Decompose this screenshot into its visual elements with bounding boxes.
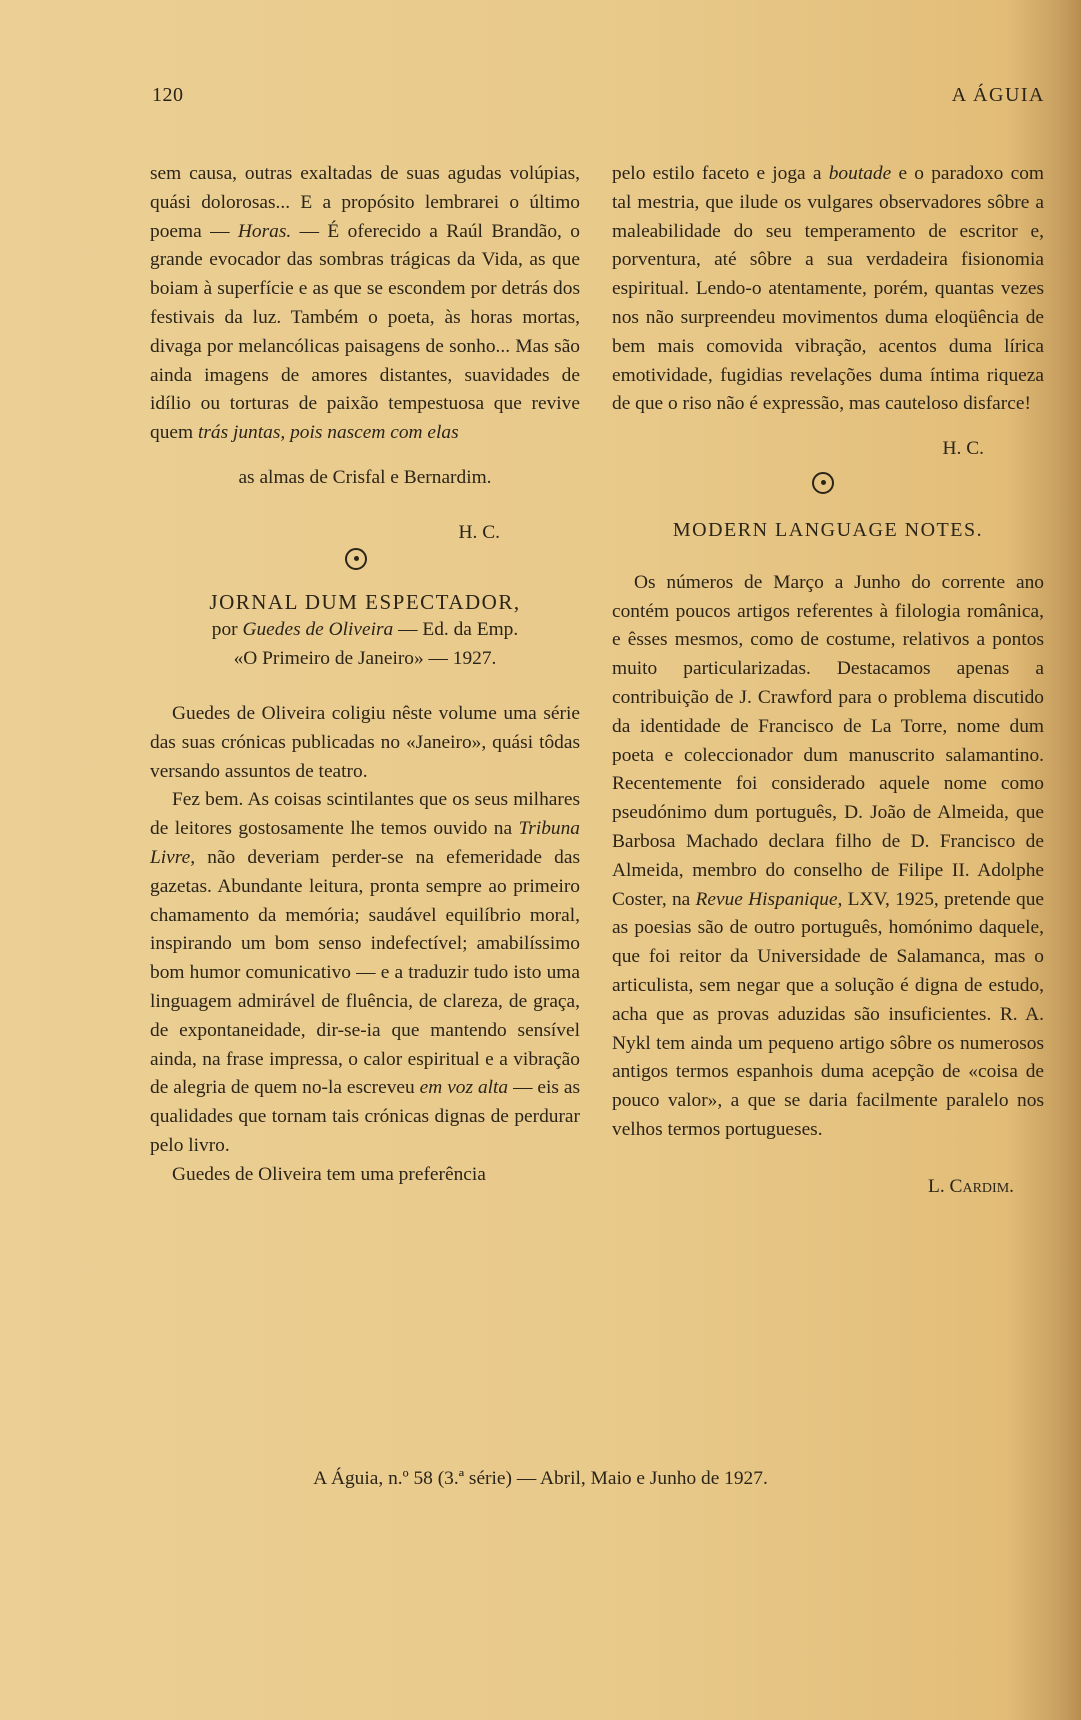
text: por [211, 619, 238, 641]
text-italic: Revue Hispanique, [695, 888, 843, 910]
text: sem causa, outras exaltadas de suas agudas volúpias, quási dolorosas... E a propósito lembrarei o último poema — [150, 163, 580, 242]
text-italic: em voz alta [419, 1077, 509, 1099]
text: — eis as qualidades que tornam tais crónicas dignas de perdurar pelo livro. [150, 1077, 581, 1156]
text-italic: boutade [828, 163, 892, 184]
emblem-row [150, 548, 580, 570]
text: Os números de Março a Junho do corrente ano contém poucos artigos referentes à filologia românica, e êsses mesmos, como de costume, relativos a pontos muito particularizadas. Destacamos apenas a contribuição de J. Crawford para o problema discutido da identidade de Francisco de La Torre, nome dum poeta e coleccionador dum manuscrito salamantino. Recentemente foi considerado aquele nome como pseudónimo dum português, D. João de Almeida, que Barbosa Machado declara filho de D. Francisco de Almeida, membro do conselho de Filipe II. Adolphe Coster, na [612, 571, 1044, 910]
review-byline [150, 616, 580, 645]
paragraph: Guedes de Oliveira tem uma preferência [172, 1163, 486, 1185]
paragraph [150, 464, 580, 493]
paragraph [150, 160, 580, 448]
signature: L. Cardim. [928, 1175, 1014, 1197]
page-number: 120 [152, 84, 184, 106]
signature: H. C. [942, 438, 984, 460]
paragraph [150, 786, 580, 1160]
review-author: Guedes de Oliveira [242, 619, 394, 641]
journal-title: A ÁGUIA [951, 84, 1045, 106]
text: — Ed. da Emp. [398, 619, 519, 641]
review-publisher: «O Primeiro de Janeiro» — 1927. [233, 648, 497, 670]
text: LXV, 1925, pretende que as poesias são de outro português, homónimo daquele, que foi reitor da Universidade de Salamanca, mas o articulista, sem negar que a solução é digna de estudo, acha que as provas aduzidas são insuficientes. R. A. Nykl tem ainda um pequeno artigo sôbre os numerosos antigos termos espanhois duma acepção de «coisa de pouco valor», a que se daria facilmente paralelo nos velhos termos portugueses. [612, 888, 1045, 1140]
signature: H. C. [458, 521, 500, 543]
text: pelo estilo faceto e joga a [612, 163, 822, 184]
emblem-row [612, 472, 1044, 494]
text-italic: Horas. [237, 220, 292, 242]
text: não deveriam perder-se na efemeridade das gazetas. Abundante leitura, pronta sempre ao primeiro chamamento da memória; saudável equilíbrio moral, inspirando um bom senso indefectível; amabilíssimo bom humor comunicativo — e a traduzir tudo isto uma linguagem admirável de fluência, de clareza, de graça, de expontaneidade, dir-se-ia que mantendo sensível ainda, na frase impressa, o calor espiritual e a vibração de alegria de quem no-la escreveu [150, 846, 580, 1099]
text: Fez bem. As coisas scintilantes que os seus milhares de leitores gostosamente lhe temos ouvido na [150, 789, 580, 840]
section-heading: MODERN LANGUAGE NOTES. [672, 518, 984, 541]
circle-dot-icon [345, 548, 367, 570]
text-italic: trás juntas, pois nascem com elas [197, 422, 459, 444]
paragraph [612, 160, 1044, 419]
issue-footer: A Águia, n.º 58 (3.ª série) — Abril, Maio e Junho de 1927. [313, 1468, 768, 1489]
text: e o paradoxo com tal mestria, que ilude os vulgares observadores sôbre a maleabilidade do seu temperamento de escritor e, porventura, até sôbre a sua verdadeira fisionomia espiritual. Lendo-o atentamente, porém, quantas vezes nos não surpreendeu movimentos duma eloqüência de bem mais comovida vibração, acentos duma lírica emotividade, fugidias revelações duma íntima riqueza de que o riso não é expressão, mas cauteloso disfarce! [612, 163, 1044, 415]
right-column [612, 160, 1044, 1202]
text: — É oferecido a Raúl Brandão, o grande evocador das sombras trágicas da Vida, as que boiam à superfície e as que se escondem por detrás dos festivais da luz. Também o poeta, às horas mortas, divaga por melancólicas paisagens de sonho... Mas são ainda imagens de amores distantes, suavidades de idílio ou torturas de paixão tempestuosa que revive quem [150, 220, 580, 444]
text-italic: Tribuna Livre, [150, 818, 580, 868]
paragraph: Guedes de Oliveira coligiu nêste volume uma série das suas crónicas publicadas no «Janeiro», quási tôdas versando assuntos de teatro. [150, 702, 580, 782]
circle-dot-icon [812, 472, 834, 494]
review-title: JORNAL DUM ESPECTADOR, [209, 589, 521, 614]
text: as almas de Crisfal e Bernardim. [238, 466, 492, 488]
left-column [150, 160, 580, 1190]
paragraph [612, 569, 1044, 1145]
